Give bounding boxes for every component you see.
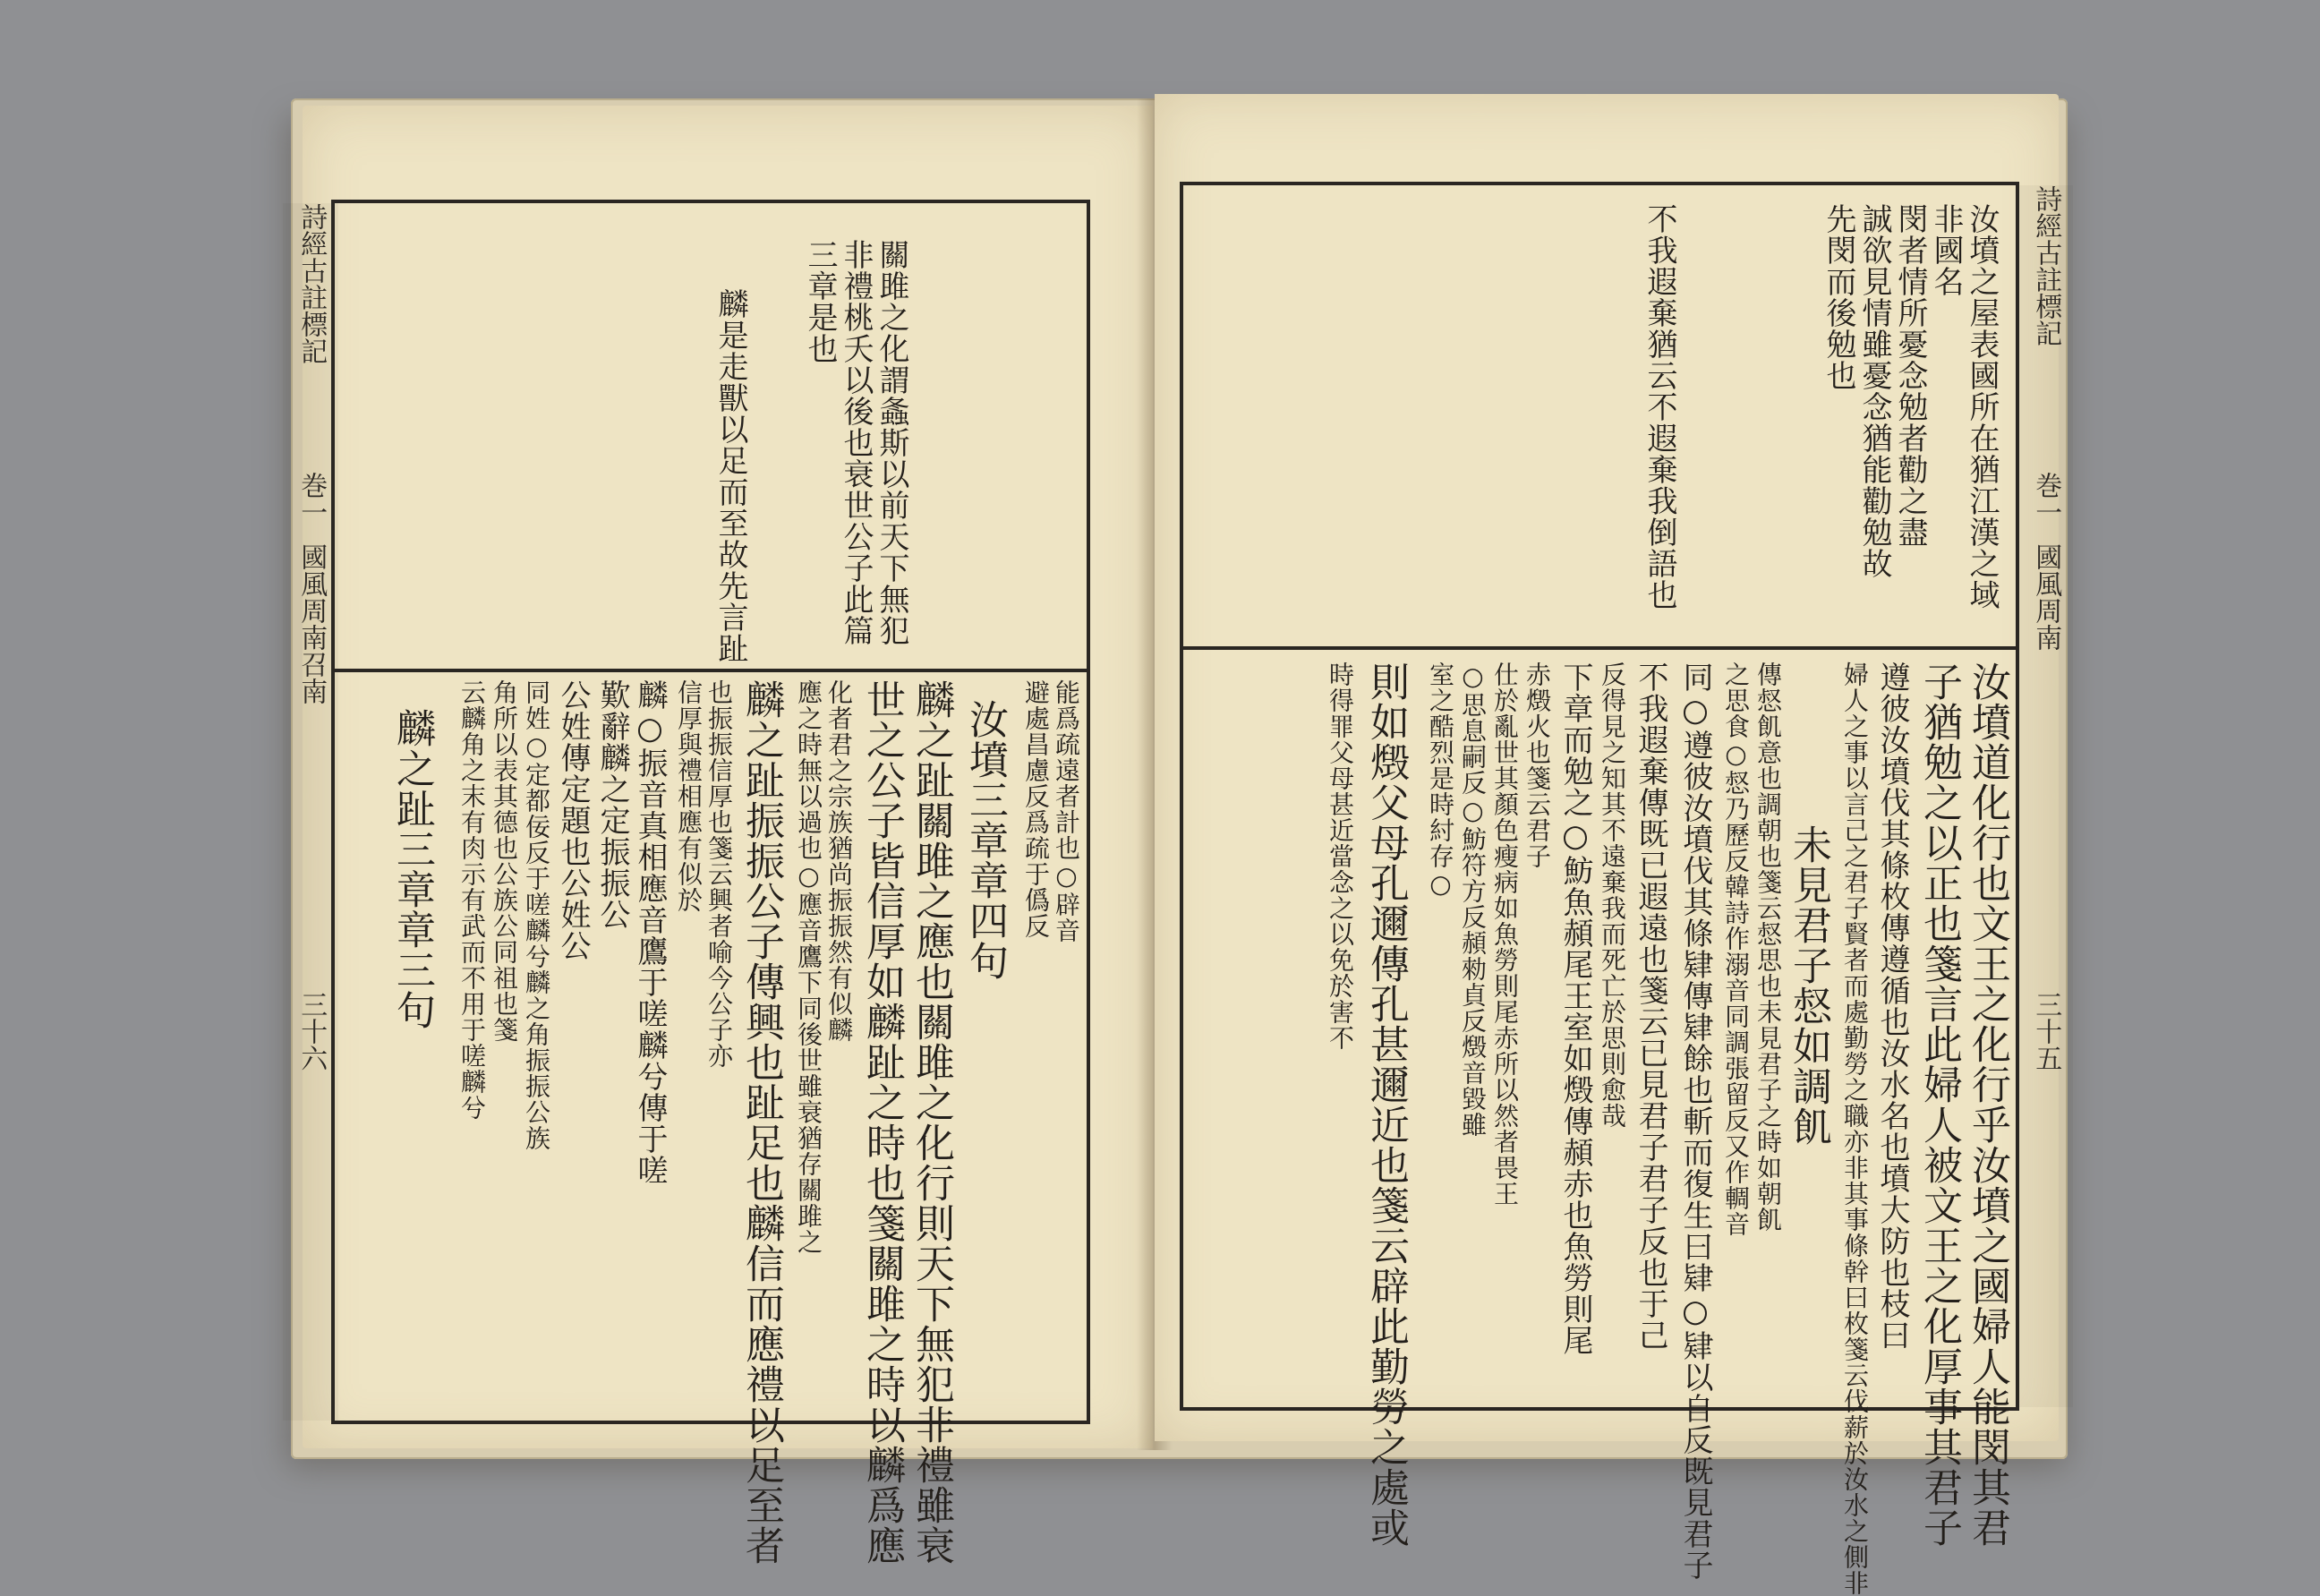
text-column: 反得見之知其不遠棄我而死亡於思則愈哉 bbox=[1598, 661, 1627, 1129]
left-page-margin-header bbox=[283, 203, 338, 1421]
register-divider bbox=[1183, 646, 2016, 650]
text-column: 下章而勉之○魴魚頳尾王室如燬傳頳赤也魚勞則尾 bbox=[1557, 661, 1593, 1356]
note-column: 非禮桃夭以後也衰世公子此篇 bbox=[838, 239, 874, 646]
text-column: 子猶勉之以正也箋言此婦人被文王之化厚事其君子 bbox=[1916, 661, 1962, 1548]
folio-number: 三十五 bbox=[2030, 991, 2062, 1071]
text-column: 信厚與禮相應有似於 bbox=[674, 679, 704, 913]
text-column: 不我遐棄傳既已遐遠也箋云已見君子君子反也于己 bbox=[1633, 661, 1668, 1351]
left-text-frame bbox=[295, 200, 1090, 1566]
text-column: 也振振信厚也箋云興者喻今公子亦 bbox=[704, 679, 734, 1069]
note-column: 麟是走獸以足而至故先言趾 bbox=[712, 288, 748, 664]
text-column: 公姓傳定題也公姓公 bbox=[555, 679, 591, 961]
right-page bbox=[1155, 94, 2062, 1596]
chapter-count-heading: 汝墳三章章四句 bbox=[962, 699, 1008, 981]
note-column: 先閔而後勉也 bbox=[1821, 203, 1856, 391]
text-column: 應之時無以過也○應音鷹下同後世雖衰猶存關雎之 bbox=[794, 679, 823, 1255]
text-column: 角所以表其德也公族公同祖也箋 bbox=[490, 679, 519, 1043]
text-column: 云麟角之末有肉示有武而不用于嗟麟兮 bbox=[457, 679, 487, 1121]
note-column: 三章是也 bbox=[802, 239, 838, 364]
section-label: 國風周南 bbox=[2030, 543, 2062, 651]
text-column: 同姓○定都佞反于嗟麟兮麟之角振振公族 bbox=[522, 679, 551, 1151]
note-column: 關雎之化謂螽斯以前天下無犯 bbox=[874, 239, 909, 646]
upper-annotation-register bbox=[335, 203, 1087, 669]
text-column: ○思息嗣反○魴符方反頳勑貞反燬音毀雖 bbox=[1458, 661, 1488, 1138]
section-label: 國風周南召南 bbox=[295, 543, 328, 704]
main-text-register bbox=[1183, 654, 2016, 1596]
text-column: 麟之趾關雎之應也關雎之化行則天下無犯非禮雖衰 bbox=[908, 679, 954, 1566]
text-column: 同○遵彼汝墳伐其條肄傳肄餘也斬而復生曰肄○肄以自反既見君子 bbox=[1677, 661, 1713, 1581]
volume-label: 巻一 bbox=[2030, 472, 2062, 525]
text-column: 麟○振音真相應音鷹于嗟麟兮傳于嗟 bbox=[632, 679, 668, 1186]
text-column: 世之公子皆信厚如麟趾之時也箋關雎之時以麟爲應 bbox=[859, 679, 905, 1566]
volume-label: 巻一 bbox=[295, 472, 328, 525]
note-column: 非國名 bbox=[1928, 203, 1964, 297]
text-column: 之思食○惄乃歷反韓詩作溺音同調張留反又作輖音 bbox=[1721, 661, 1751, 1237]
text-column: 赤燬火也箋云君子 bbox=[1522, 661, 1552, 869]
book-title: 詩經古註標記 bbox=[295, 203, 328, 364]
book-title: 詩經古註標記 bbox=[2030, 185, 2062, 346]
chapter-count-heading: 麟之趾三章章三句 bbox=[389, 708, 435, 1030]
note-column: 汝墳之屋表國所在猶江漢之域 bbox=[1964, 203, 2000, 610]
text-column: 麟之趾振振公子傳興也趾足也麟信而應禮以足至者 bbox=[738, 679, 784, 1566]
main-text-register bbox=[335, 672, 1087, 1566]
text-column: 時得罪父母甚近當念之以免於害不 bbox=[1326, 661, 1355, 1051]
note-column: 閔者情所憂念勉者勸之盡 bbox=[1892, 203, 1928, 548]
text-column: 室之酷烈是時紂存○ bbox=[1426, 661, 1455, 900]
text-column: 婦人之事以言己之君子賢者而處勤勞之職亦非其事條幹曰枚箋云伐薪於汝水之側非 bbox=[1840, 661, 1870, 1596]
text-column: 仕於亂世其顏色瘦病如魚勞則尾赤所以然者畏王 bbox=[1490, 661, 1520, 1207]
right-text-frame bbox=[1180, 182, 2062, 1596]
text-column: 未見君子惄如調飢 bbox=[1786, 824, 1831, 1147]
note-column: 誠欲見情雖憂念猶能勸勉故 bbox=[1856, 203, 1892, 579]
text-column: 能爲疏遠者計也○辟音 bbox=[1052, 679, 1081, 943]
text-column: 化者君之宗族猶尚振振然有似麟 bbox=[824, 679, 854, 1043]
text-column: 則如燬父母孔邇傳孔甚邇近也箋云辟此勤勞之處或 bbox=[1363, 661, 1409, 1548]
text-column: 汝墳道化行也文王之化行乎汝墳之國婦人能閔其君 bbox=[1965, 661, 2010, 1548]
text-column: 歎辭麟之定振振公 bbox=[594, 679, 630, 930]
right-page-margin-header bbox=[2017, 185, 2073, 1407]
text-column: 遵彼汝墳伐其條枚傳遵循也汝水名也墳大防也枝曰 bbox=[1874, 661, 1910, 1351]
left-page bbox=[295, 106, 1153, 1566]
text-column: 避處昌慮反爲疏于僞反 bbox=[1021, 679, 1051, 939]
text-column: 傳惄飢意也調朝也箋云惄思也未見君子之時如朝飢 bbox=[1753, 661, 1783, 1233]
folio-number: 三十六 bbox=[295, 991, 328, 1071]
upper-annotation-register bbox=[1183, 185, 2016, 651]
note-column: 不我遐棄猶云不遐棄我倒語也 bbox=[1642, 203, 1677, 610]
